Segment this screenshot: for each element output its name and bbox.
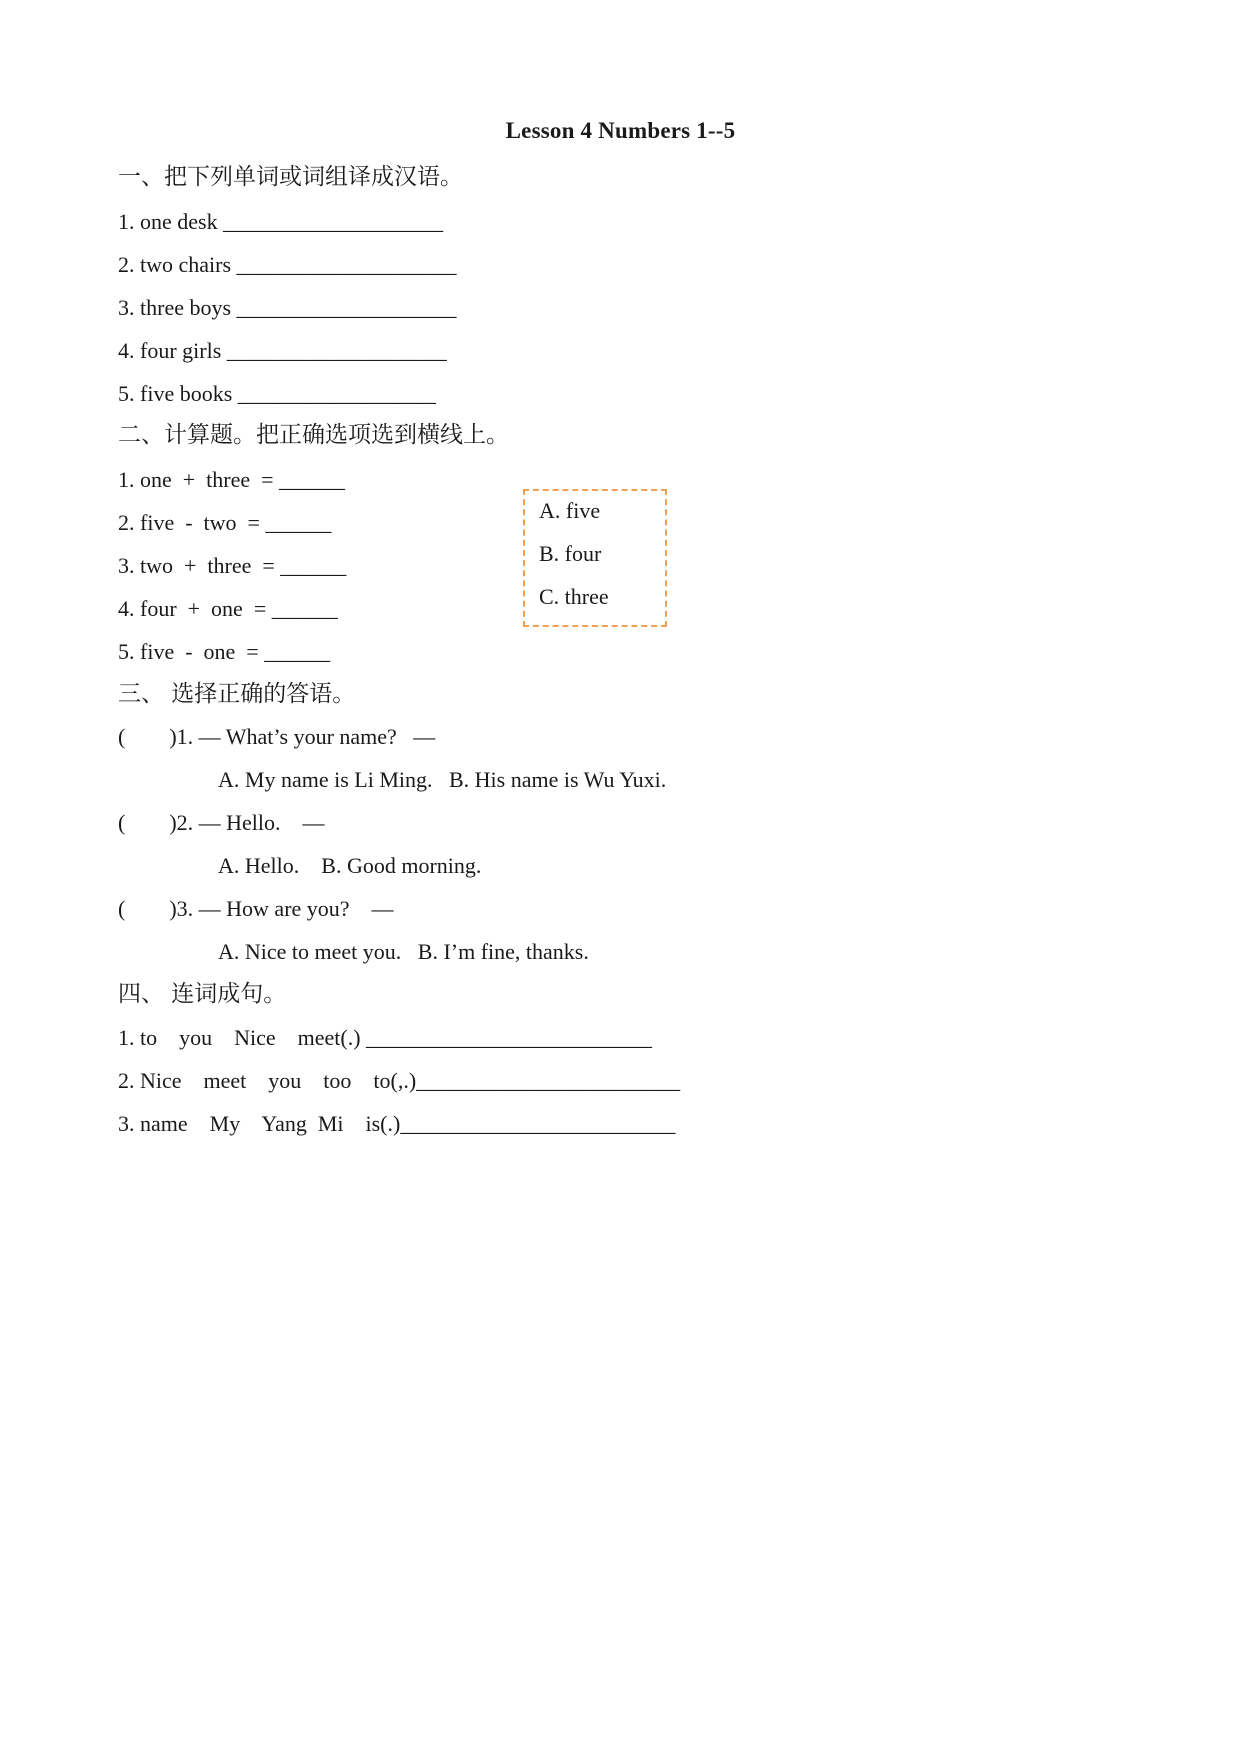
section2-heading: 二、计算题。把正确选项选到横线上。	[118, 422, 509, 448]
page-title: Lesson 4 Numbers 1--5	[505, 118, 736, 143]
section1-item-5: 5. five books __________________	[118, 381, 436, 406]
option-b: B. four	[539, 541, 602, 566]
question-1-stem: ( )1. — What’s your name? —	[118, 724, 436, 749]
options-box	[523, 489, 667, 627]
question-3-stem: ( )3. — How are you? —	[118, 896, 394, 921]
section4-item-2: 2. Nice meet you too to(,.)________________________	[118, 1068, 681, 1093]
section1-heading: 一、把下列单词或词组译成汉语。	[118, 164, 463, 190]
section3-heading: 三、 选择正确的答语。	[118, 681, 356, 707]
section2-item-3: 3. two + three = ______	[118, 553, 347, 578]
question-1-choices: A. My name is Li Ming. B. His name is Wu Yuxi.	[218, 767, 667, 792]
section1-item-4: 4. four girls ____________________	[118, 338, 447, 363]
question-2-choices: A. Hello. B. Good morning.	[218, 853, 482, 878]
option-c: C. three	[539, 584, 609, 609]
section2-item-4: 4. four + one = ______	[118, 596, 338, 621]
section4-item-3: 3. name My Yang Mi is(.)_________________________	[118, 1111, 676, 1136]
section1-item-1: 1. one desk ____________________	[118, 209, 444, 234]
section1-item-2: 2. two chairs ____________________	[118, 252, 457, 277]
option-a: A. five	[539, 498, 601, 523]
section1-item-3: 3. three boys ____________________	[118, 295, 457, 320]
section4-item-1: 1. to you Nice meet(.) __________________________	[118, 1025, 653, 1050]
section2-item-2: 2. five - two = ______	[118, 510, 332, 535]
section4-heading: 四、 连词成句。	[118, 981, 287, 1007]
section2-item-5: 5. five - one = ______	[118, 639, 331, 664]
section2-item-1: 1. one + three = ______	[118, 467, 346, 492]
question-3-choices: A. Nice to meet you. B. I’m fine, thanks.	[218, 939, 589, 964]
question-2-stem: ( )2. — Hello. —	[118, 810, 325, 835]
